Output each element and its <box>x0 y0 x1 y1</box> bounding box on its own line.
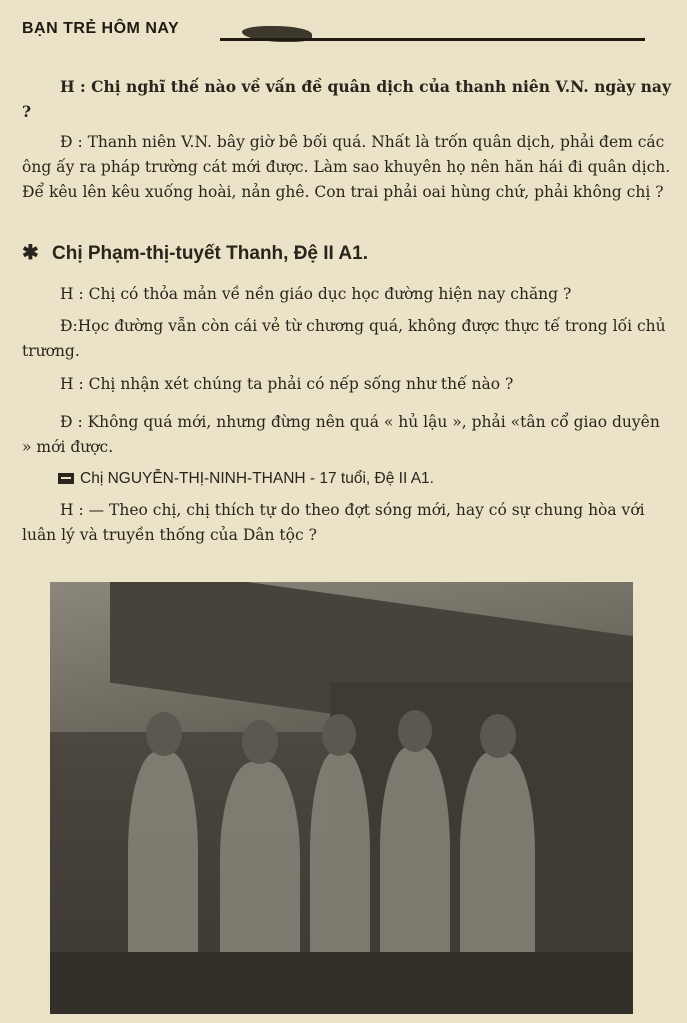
box-icon <box>58 473 74 484</box>
interviewee-3-heading <box>58 470 658 488</box>
answer-3 <box>22 410 672 460</box>
photo-person-head <box>322 714 356 756</box>
question-3 <box>22 372 672 397</box>
photo-person-head <box>480 714 516 758</box>
interviewee-2-heading <box>22 240 662 265</box>
interviewee-2-name: Chị Phạm-thị-tuyết Thanh, Đệ II A1. <box>52 243 368 264</box>
star-icon: ✱ <box>22 242 39 264</box>
photo-person-head <box>242 720 278 764</box>
group-photo <box>50 582 633 1014</box>
answer-2-text: Đ:Học đường vẫn còn cái vẻ từ chương quá, không được thực tế trong lối chủ trương. <box>22 317 666 360</box>
question-2-text: H : Chị có thỏa mản về nền giáo dục học đường hiện nay chăng ? <box>60 285 572 303</box>
answer-1 <box>22 130 672 205</box>
interviewee-3-name: Chị NGUYỄN-THỊ-NINH-THANH - 17 tuổi, Đệ II A1. <box>80 470 434 487</box>
page-header <box>20 20 645 48</box>
answer-1-text: Đ : Thanh niên V.N. bây giờ bê bối quá. Nhất là trốn quân dịch, phải đem các ông ấy ra pháp trường cát mới được. Làm sao khuyên họ nên hăn hái đi quân dịch. Để kêu lên kêu xuống hoài, nản ghê. Con trai phải oai hùng chứ, phải không chị ? <box>22 133 671 201</box>
question-4-text: H : — Theo chị, chị thích tự do theo đợt sóng mới, hay có sự chung hòa với luân lý và truyền thống của Dân tộc ? <box>22 501 645 544</box>
answer-2 <box>22 314 672 364</box>
question-3-text: H : Chị nhận xét chúng ta phải có nếp sống như thế nào ? <box>60 375 514 393</box>
header-title: BẠN TRẺ HÔM NAY <box>22 20 180 37</box>
question-1 <box>22 74 672 124</box>
photo-person-head <box>398 710 432 752</box>
question-2 <box>22 282 672 307</box>
answer-3-text: Đ : Không quá mới, nhưng đừng nên quá « hủ lậu », phải «tân cổ giao duyên » mới được. <box>22 413 660 456</box>
question-1-text: H : Chị nghĩ thế nào về vấn đề quân dịch của thanh niên V.N. ngày nay ? <box>22 77 671 121</box>
question-4 <box>22 498 672 548</box>
photo-ground <box>50 952 633 1014</box>
photo-person-head <box>146 712 182 756</box>
